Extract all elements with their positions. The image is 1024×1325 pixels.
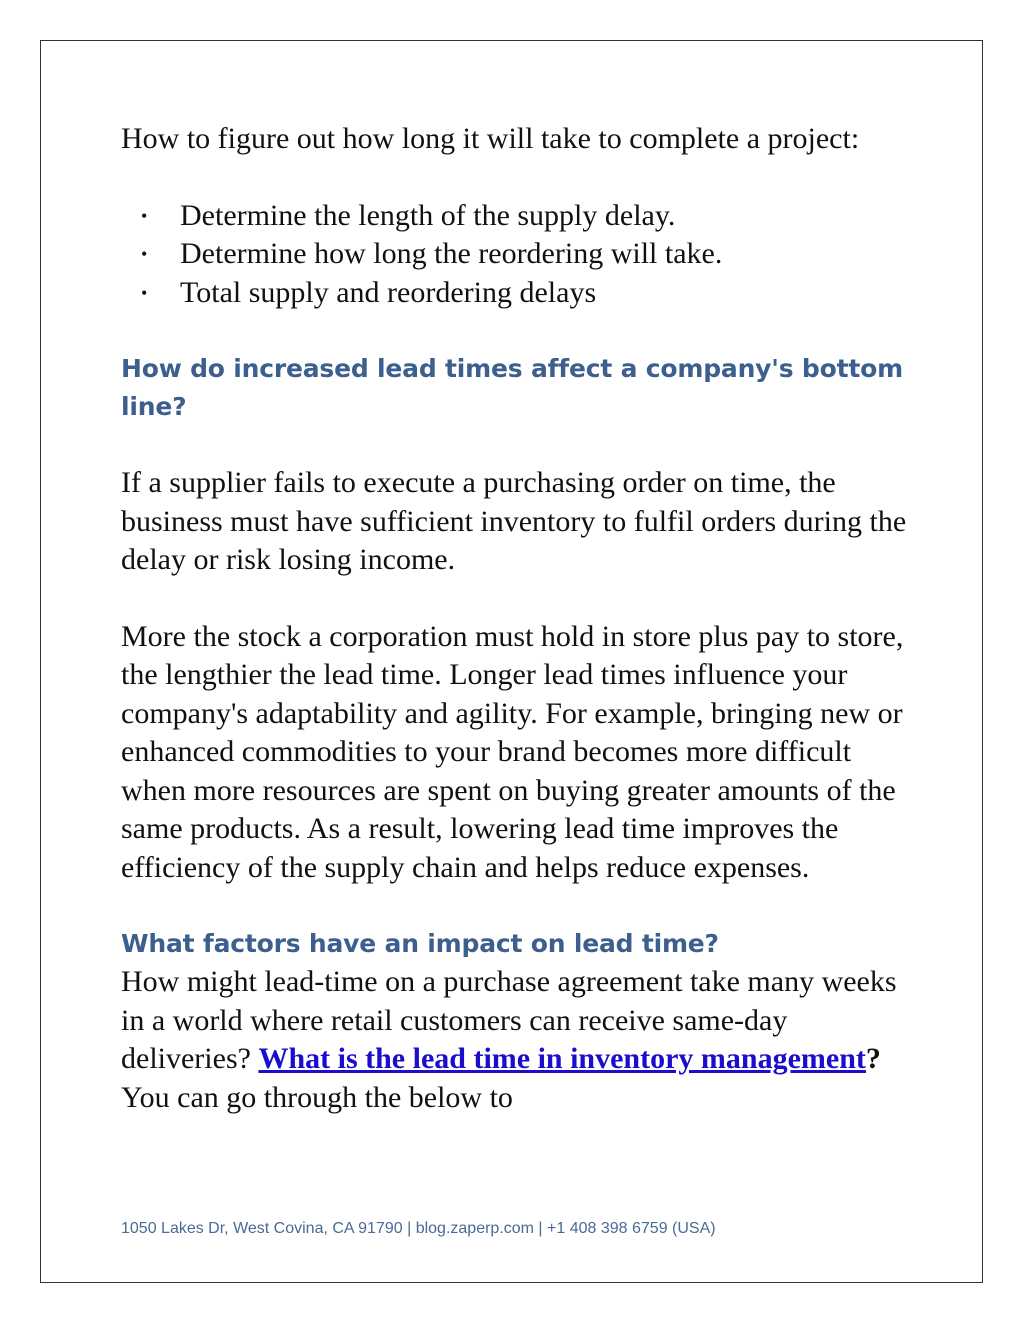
paragraph-factors [121,963,911,1117]
bullet-icon: • [141,244,148,264]
page-footer: 1050 Lakes Dr, West Covina, CA 91790 | blog.zaperp.com | +1 408 398 6759 (USA) [121,1220,716,1237]
intro-paragraph: How to figure out how long it will take to complete a project: [121,122,860,155]
bullet-icon: • [141,282,148,303]
paragraph-stock: More the stock a corporation must hold in store plus pay to store, the lengthier the lead time. Longer lead times influence your company's adaptability and agility. For example, bringing new or enhanced commodities to your brand becomes more difficult when more resources are spent on buying greater amounts of the same products. As a result, lowering lead time improves the efficiency of the supply chain and helps reduce expenses. [121,619,904,884]
steps-list [121,197,911,313]
section-heading-lead-times: How do increased lead times affect a company's bottom line? [121,354,903,421]
list-item-text: Total supply and reordering delays [180,275,597,309]
list-item [121,197,911,236]
bullet-icon: • [141,205,148,226]
list-item-text: Determine the length of the supply delay. [180,198,676,232]
inventory-lead-time-link[interactable]: What is the lead time in inventory management [258,1042,866,1075]
paragraph-text-after-link: You can go through the below to [121,1080,513,1114]
list-item [121,235,911,274]
paragraph-text: How might lead-time on a purchase agreement take many weeks in a world where retail customers can receive same-day deliveries? [121,965,897,1075]
paragraph-supplier: If a supplier fails to execute a purchasing order on time, the business must have sufficient inventory to fulfil orders during the delay or risk losing income. [121,466,907,576]
section-heading-factors: What factors have an impact on lead time? [121,929,719,958]
list-item-text: Determine how long the reordering will take. [180,237,723,270]
document-body [121,120,911,1117]
list-item [121,274,911,313]
question-mark: ? [865,1042,881,1075]
